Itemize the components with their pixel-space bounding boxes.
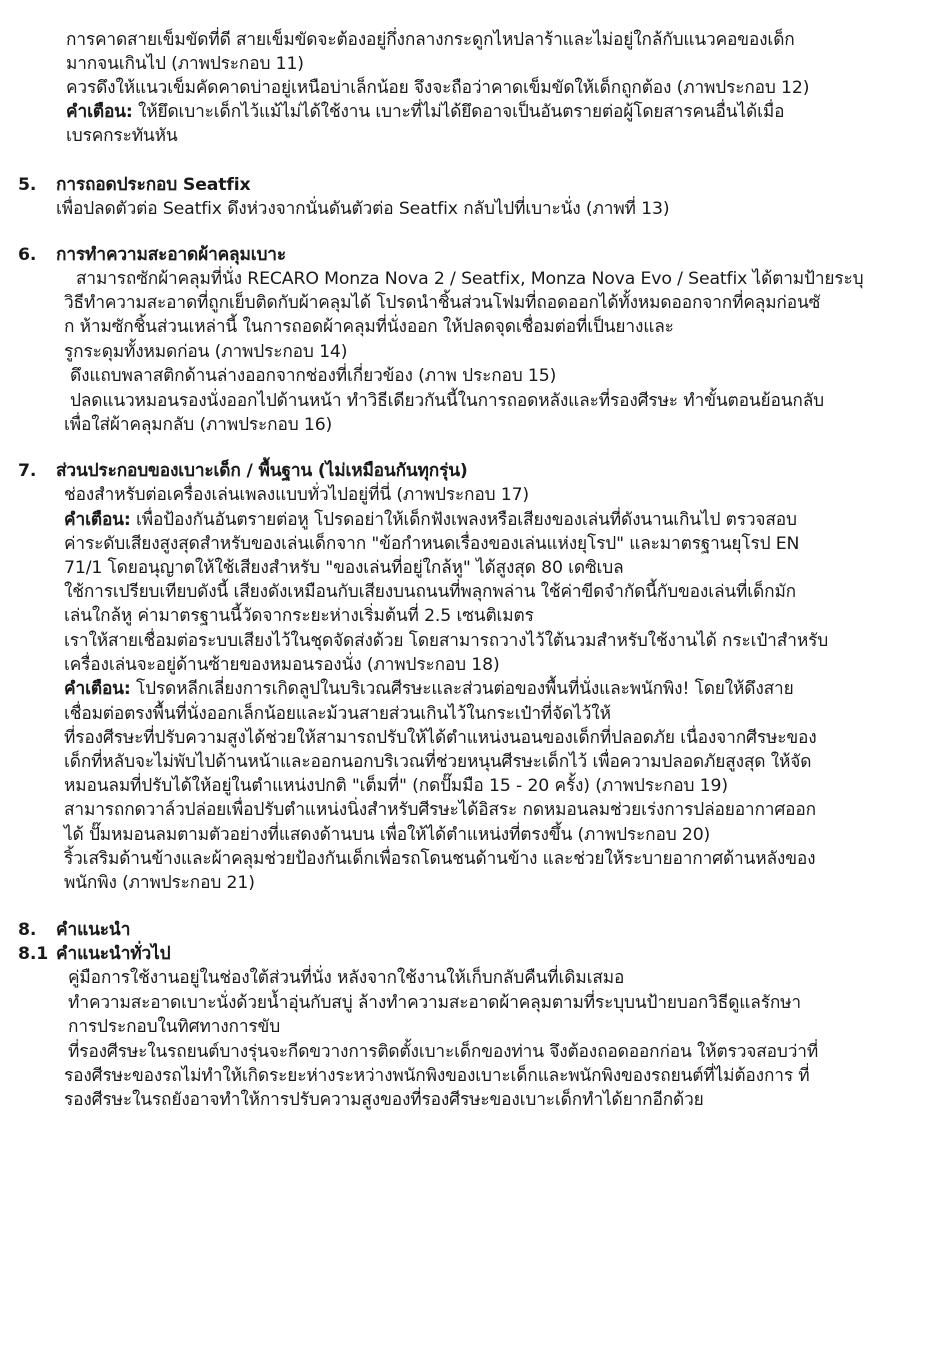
warning-label: คำเตือน: (66, 102, 133, 122)
text-line: มากจนเกินไป (ภาพประกอบ 11) (66, 54, 304, 74)
section-title: ส่วนประกอบของเบาะเด็ก / พื้นฐาน (ไม่เหมือนกันทุกรุ่น) (56, 461, 468, 481)
text-line: เชื่อมต่อตรงพื้นที่นั่งออกเล็กน้อยและม้วนสายส่วนเกินไว้ในกระเป๋าที่จัดไว้ให้ (64, 704, 611, 724)
warning-label: คำเตือน: (64, 510, 131, 530)
text-line: ควรดึงให้แนวเข็มคัดคาดบ่าอยู่เหนือบ่าเล็กน้อย จึงจะถือว่าคาดเข็มขัดให้เด็กถูกต้อง (ภาพประกอบ 12) (66, 78, 810, 98)
text-line: รองศีรษะในรถยังอาจทำให้การปรับความสูงของที่รองศีรษะของเบาะเด็กทำได้ยากอีกด้วย (64, 1090, 704, 1110)
subsection-number: 8.1 (18, 944, 49, 964)
text-line: เล่นใกล้หู ค่ามาตรฐานนี้วัดจากระยะห่างเริ่มต้นที่ 2.5 เซนติเมตร (64, 606, 534, 626)
text-line: วิธีทำความสะอาดที่ถูกเย็บติดกับผ้าคลุมได้ โปรดนำชิ้นส่วนโฟมที่ถอดออกได้ทั้งหมดออกจากที่คลุมก่อนซั (64, 293, 821, 313)
text-line: เราให้สายเชื่อมต่อระบบเสียงไว้ในชุดจัดส่งด้วย โดยสามารถวางไว้ใต้นวมสำหรับใช้งานได้ กระเป๋าสำหรับ (64, 631, 829, 651)
section-title: คำแนะนำ (56, 920, 131, 940)
text-line: สามารถซักผ้าคลุมที่นั่ง RECARO Monza Nova 2 / Seatfix, Monza Nova Evo / Seatfix ได้ตามป้ายระบุ (76, 269, 864, 289)
warning-text: โปรดหลีกเลี่ยงการเกิดลูปในบริเวณศีรษะและส่วนต่อของพื้นที่นั่งและพนักพิง! โดยให้ดึงสาย (130, 679, 794, 699)
text-line: คู่มือการใช้งานอยู่ในช่องใต้ส่วนที่นั่ง หลังจากใช้งานให้เก็บกลับคืนที่เดิมเสมอ (68, 968, 625, 988)
text-line: การคาดสายเข็มขัดที่ดี สายเข็มขัดจะต้องอยู่กึ่งกลางกระดูกไหปลาร้าและไม่อยู่ใกล้กับแนวคอของเด็ก (66, 30, 795, 50)
subsection-title: คำแนะนำทั่วไป (56, 944, 171, 964)
warning-line (66, 100, 784, 124)
text-line: ที่รองศีรษะในรถยนต์บางรุ่นจะกีดขวางการติดตั้งเบาะเด็กของท่าน จึงต้องถอดออกก่อน ให้ตรวจสอบว่าที่ (68, 1042, 819, 1062)
text-line: พนักพิง (ภาพประกอบ 21) (64, 873, 255, 893)
section-title: การถอดประกอบ Seatfix (56, 175, 251, 195)
text-line: เบรคกระทันหัน (66, 126, 178, 146)
text-line: 71/1 โดยอนุญาตให้ใช้เสียงสำหรับ "ของเล่นที่อยู่ใกล้หู" ได้สูงสุด 80 เดซิเบล (64, 558, 624, 578)
warning-line (64, 508, 797, 532)
warning-text: เพื่อป้องกันอันตรายต่อหู โปรดอย่าให้เด็กฟังเพลงหรือเสียงของเล่นที่ดังนานเกินไป ตรวจสอบ (130, 510, 797, 530)
text-line: ค่าระดับเสียงสูงสุดสำหรับของเล่นเด็กจาก "ข้อกำหนดเรื่องของเล่นแห่งยุโรป" และมาตรฐานยุโรป EN (64, 534, 800, 554)
warning-text: ให้ยึดเบาะเด็กไว้แม้ไม่ได้ใช้งาน เบาะที่ไม่ได้ยึดอาจเป็นอันตรายต่อผู้โดยสารคนอื่นได้เมื่อ (132, 102, 785, 122)
section-number: 6. (18, 245, 37, 265)
text-line: เพื่อใส่ผ้าคลุมกลับ (ภาพประกอบ 16) (64, 415, 333, 435)
text-line: ช่องสำหรับต่อเครื่องเล่นเพลงแบบทั่วไปอยู่ที่นี่ (ภาพประกอบ 17) (64, 485, 530, 505)
section-number: 7. (18, 461, 37, 481)
text-line: การประกอบในทิศทางการขับ (68, 1017, 281, 1037)
text-line: ทำความสะอาดเบาะนั่งด้วยน้ำอุ่นกับสบู่ ล้างทำความสะอาดผ้าคลุมตามที่ระบุบนป้ายบอกวิธีดูแลรักษา (68, 993, 801, 1013)
text-line: ได้ ปั๊มหมอนลมตามตัวอย่างที่แสดงด้านบน เพื่อให้ได้ตำแหน่งที่ตรงขึ้น (ภาพประกอบ 20) (64, 825, 711, 845)
text-line: เครื่องเล่นจะอยู่ด้านซ้ายของหมอนรองนั่ง (ภาพประกอบ 18) (64, 655, 500, 675)
text-line: ที่รองศีรษะที่ปรับความสูงได้ช่วยให้สามารถปรับให้ได้ตำแหน่งนอนของเด็กที่ปลอดภัย เนื่องจากศีรษะของ (64, 728, 817, 748)
warning-label: คำเตือน: (64, 679, 131, 699)
text-line: หมอนลมที่ปรับได้ให้อยู่ในตำแหน่งปกติ "เต็มที่" (กดปั๊มมือ 15 - 20 ครั้ง) (ภาพประกอบ 19) (64, 776, 728, 796)
text-line: ใช้การเปรียบเทียบดังนี้ เสียงดังเหมือนกับเสียงบนถนนที่พลุกพล่าน ใช้ค่าขีดจำกัดนี้กับของเล่นที่เด็กมัก (64, 582, 797, 602)
text-line: รูกระดุมทั้งหมดก่อน (ภาพประกอบ 14) (64, 342, 348, 362)
warning-line (64, 677, 794, 701)
text-line: เด็กที่หลับจะไม่พับไปด้านหน้าและออกนอกบริเวณที่ช่วยหนุนศีรษะเด็กไว้ เพื่อความปลอดภัยสูงสุด ให้จัด (64, 752, 812, 772)
section-title: การทำความสะอาดผ้าคลุมเบาะ (56, 245, 286, 265)
text-line: ริ้วเสริมด้านข้างและผ้าคลุมช่วยป้องกันเด็กเพื่อรถโดนชนด้านข้าง และช่วยให้ระบายอากาศด้านหลังของ (64, 849, 816, 869)
text-line: ดึงแถบพลาสติกด้านล่างออกจากช่องที่เกี่ยวข้อง (ภาพ ประกอบ 15) (70, 366, 557, 386)
section-number: 8. (18, 920, 37, 940)
text-line: เพื่อปลดตัวต่อ Seatfix ดึงห่วงจากนั่นดันตัวต่อ Seatfix กลับไปที่เบาะนั่ง (ภาพที่ 13) (56, 199, 670, 219)
text-line: สามารถกดวาล์วปล่อยเพื่อปรับตำแหน่งนิ่งสำหรับศีรษะได้อิสระ กดหมอนลมช่วยเร่งการปล่อยอากาศออก (64, 800, 816, 820)
section-number: 5. (18, 175, 37, 195)
text-line: ก ห้ามซักชิ้นส่วนเหล่านี้ ในการถอดผ้าคลุมที่นั่งออก ให้ปลดจุดเชื่อมต่อที่เป็นยางและ (64, 317, 674, 337)
text-line: รองศีรษะของรถไม่ทำให้เกิดระยะห่างระหว่างพนักพิงของเบาะเด็กและพนักพิงของรถยนต์ที่ไม่ต้องการ ที่ (64, 1066, 810, 1086)
text-line: ปลดแนวหมอนรองนั่งออกไปด้านหน้า ทำวิธีเดียวกันนี้ในการถอดหลังและที่รองศีรษะ ทำขั้นตอนย้อนกลับ (70, 391, 824, 411)
